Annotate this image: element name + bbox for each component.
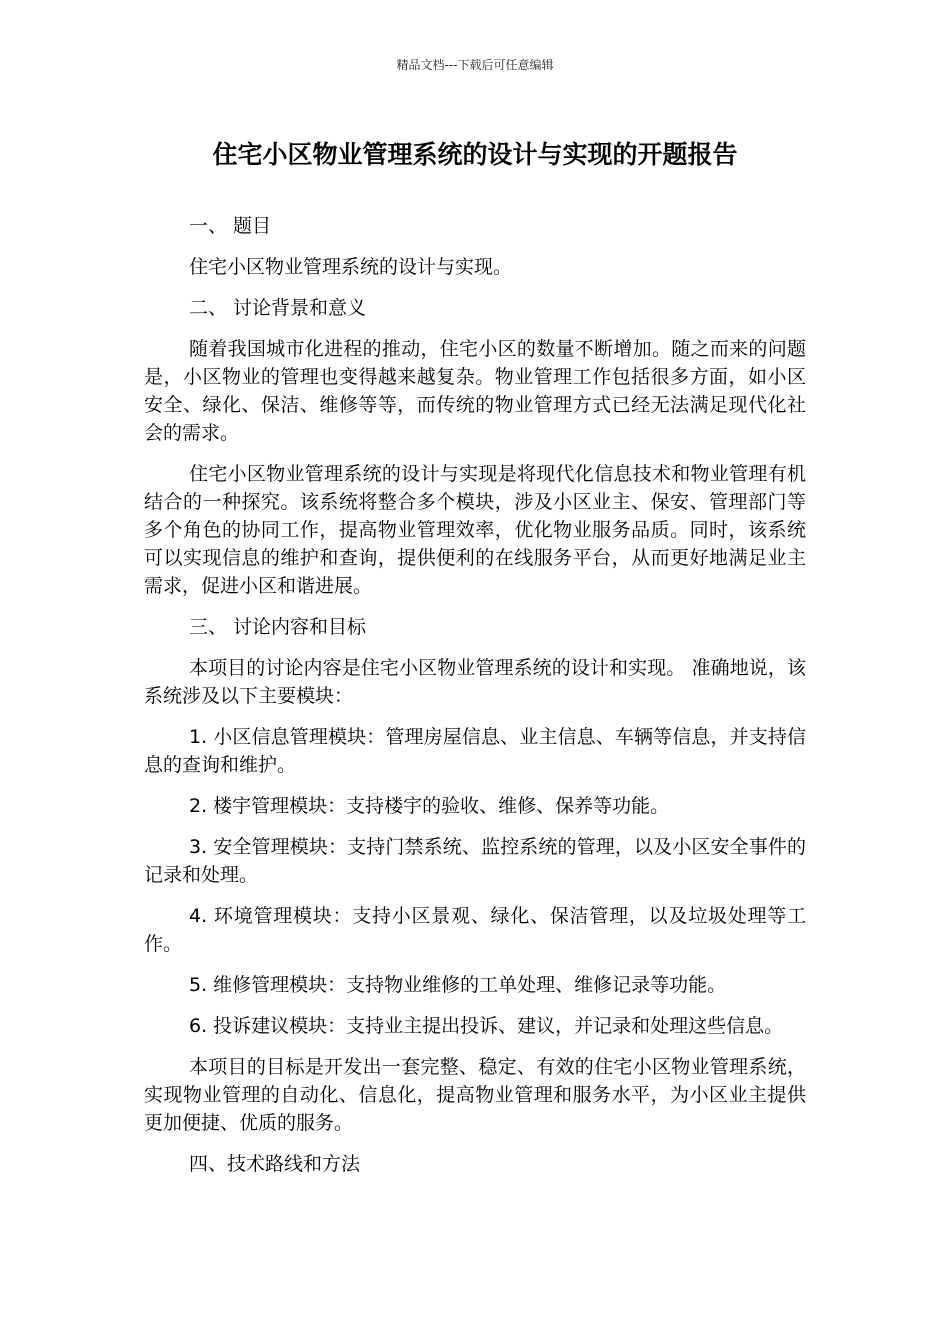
heading-content-goals: 三、 讨论内容和目标 (189, 616, 367, 638)
paragraph-background-2: 住宅小区物业管理系统的设计与实现是将现代化信息技术和物业管理有机结合的一种探究。该系统将整合多个模块，涉及小区业主、保安、管理部门等多个角色的协同工作，提高物业管理效率，优化物业服务品质。同时，该系统可以实现信息的维护和查询，提供便利的在线服务平台，从而更好地满足业主需求，促进小区和谐进展。 (144, 463, 806, 597)
heading-background: 二、 讨论背景和意义 (189, 297, 367, 319)
heading-technical-route: 四、技术路线和方法 (189, 1153, 361, 1175)
document-body (144, 212, 806, 1191)
header-note: 精品文档---下载后可任意编辑 (396, 58, 554, 72)
paragraph-background-1: 随着我国城市化进程的推动，住宅小区的数量不断增加。随之而来的问题是，小区物业的管理也变得越来越复杂。物业管理工作包括很多方面，如小区安全、绿化、保洁、维修等等，而传统的物业管理方式已经无法满足现代化社会的需求。 (144, 338, 806, 444)
module-item: 6. 投诉建议模块：支持业主提出投诉、建议，并记录和处理这些信息。 (189, 1015, 784, 1037)
module-item: 2. 楼宇管理模块：支持楼宇的验收、维修、保养等功能。 (189, 795, 670, 817)
module-item: 3. 安全管理模块：支持门禁系统、监控系统的管理，以及小区安全事件的记录和处理。 (144, 836, 806, 886)
paragraph-goals: 本项目的目标是开发出一套完整、稳定、有效的住宅小区物业管理系统，实现物业管理的自动化、信息化，提高物业管理和服务水平，为小区业主提供更加便捷、优质的服务。 (144, 1056, 806, 1134)
paragraph-content-intro: 本项目的讨论内容是住宅小区物业管理系统的设计和实现。 准确地说，该系统涉及以下主要模块： (144, 657, 806, 707)
paragraph-topic: 住宅小区物业管理系统的设计与实现。 (189, 256, 513, 278)
module-item: 4. 环境管理模块：支持小区景观、绿化、保洁管理，以及垃圾处理等工作。 (144, 905, 806, 955)
document-title: 住宅小区物业管理系统的设计与实现的开题报告 (212, 140, 738, 169)
module-item: 1. 小区信息管理模块：管理房屋信息、业主信息、车辆等信息，并支持信息的查询和维护。 (144, 726, 806, 776)
heading-topic: 一、 题目 (189, 215, 272, 237)
module-item: 5. 维修管理模块：支持物业维修的工单处理、维修记录等功能。 (189, 974, 727, 996)
